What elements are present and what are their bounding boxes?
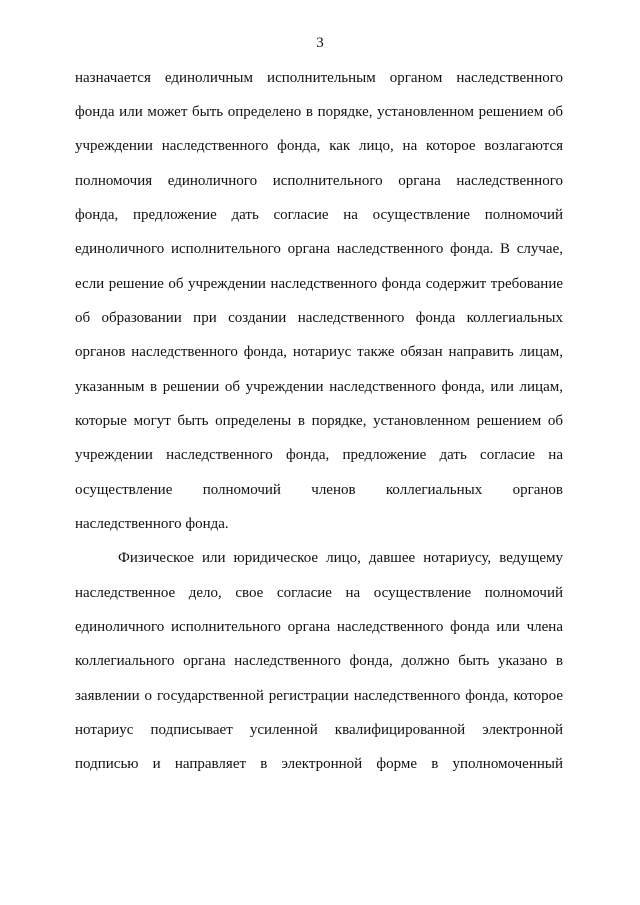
text-line: учреждении наследственного фонда, предложение дать согласие на xyxy=(75,447,563,463)
text-line: осуществление полномочий членов коллегиальных органов xyxy=(75,482,563,498)
text-line: органов наследственного фонда, нотариус также обязан направить лицам, xyxy=(75,344,563,360)
text-line: коллегиального органа наследственного фонда, должно быть указано в xyxy=(75,653,563,669)
text-line: единоличного исполнительного органа наследственного фонда или члена xyxy=(75,619,563,635)
text-line: фонда, предложение дать согласие на осуществление полномочий xyxy=(75,207,563,223)
text-line: подписью и направляет в электронной форме в уполномоченный xyxy=(75,756,563,772)
text-line: указанным в решении об учреждении наследственного фонда, или лицам, xyxy=(75,379,563,395)
text-line: учреждении наследственного фонда, как лицо, на которое возлагаются xyxy=(75,138,563,154)
text-line: нотариус подписывает усиленной квалифицированной электронной xyxy=(75,722,563,738)
text-line: наследственного фонда. xyxy=(75,516,229,532)
text-line: наследственное дело, свое согласие на осуществление полномочий xyxy=(75,585,563,601)
text-line: если решение об учреждении наследственного фонда содержит требование xyxy=(75,276,563,292)
page-number: 3 xyxy=(316,35,324,51)
paragraph-first-line: Физическое или юридическое лицо, давшее нотариусу, ведущему xyxy=(118,550,563,566)
text-line: заявлении о государственной регистрации наследственного фонда, которое xyxy=(75,688,563,704)
text-line: полномочия единоличного исполнительного органа наследственного xyxy=(75,173,563,189)
text-line: единоличного исполнительного органа наследственного фонда. В случае, xyxy=(75,241,563,257)
text-line: которые могут быть определены в порядке, установленном решением об xyxy=(75,413,563,429)
text-line: об образовании при создании наследственного фонда коллегиальных xyxy=(75,310,563,326)
text-line: фонда или может быть определено в порядке, установленном решением об xyxy=(75,104,563,120)
text-line: назначается единоличным исполнительным органом наследственного xyxy=(75,70,563,86)
